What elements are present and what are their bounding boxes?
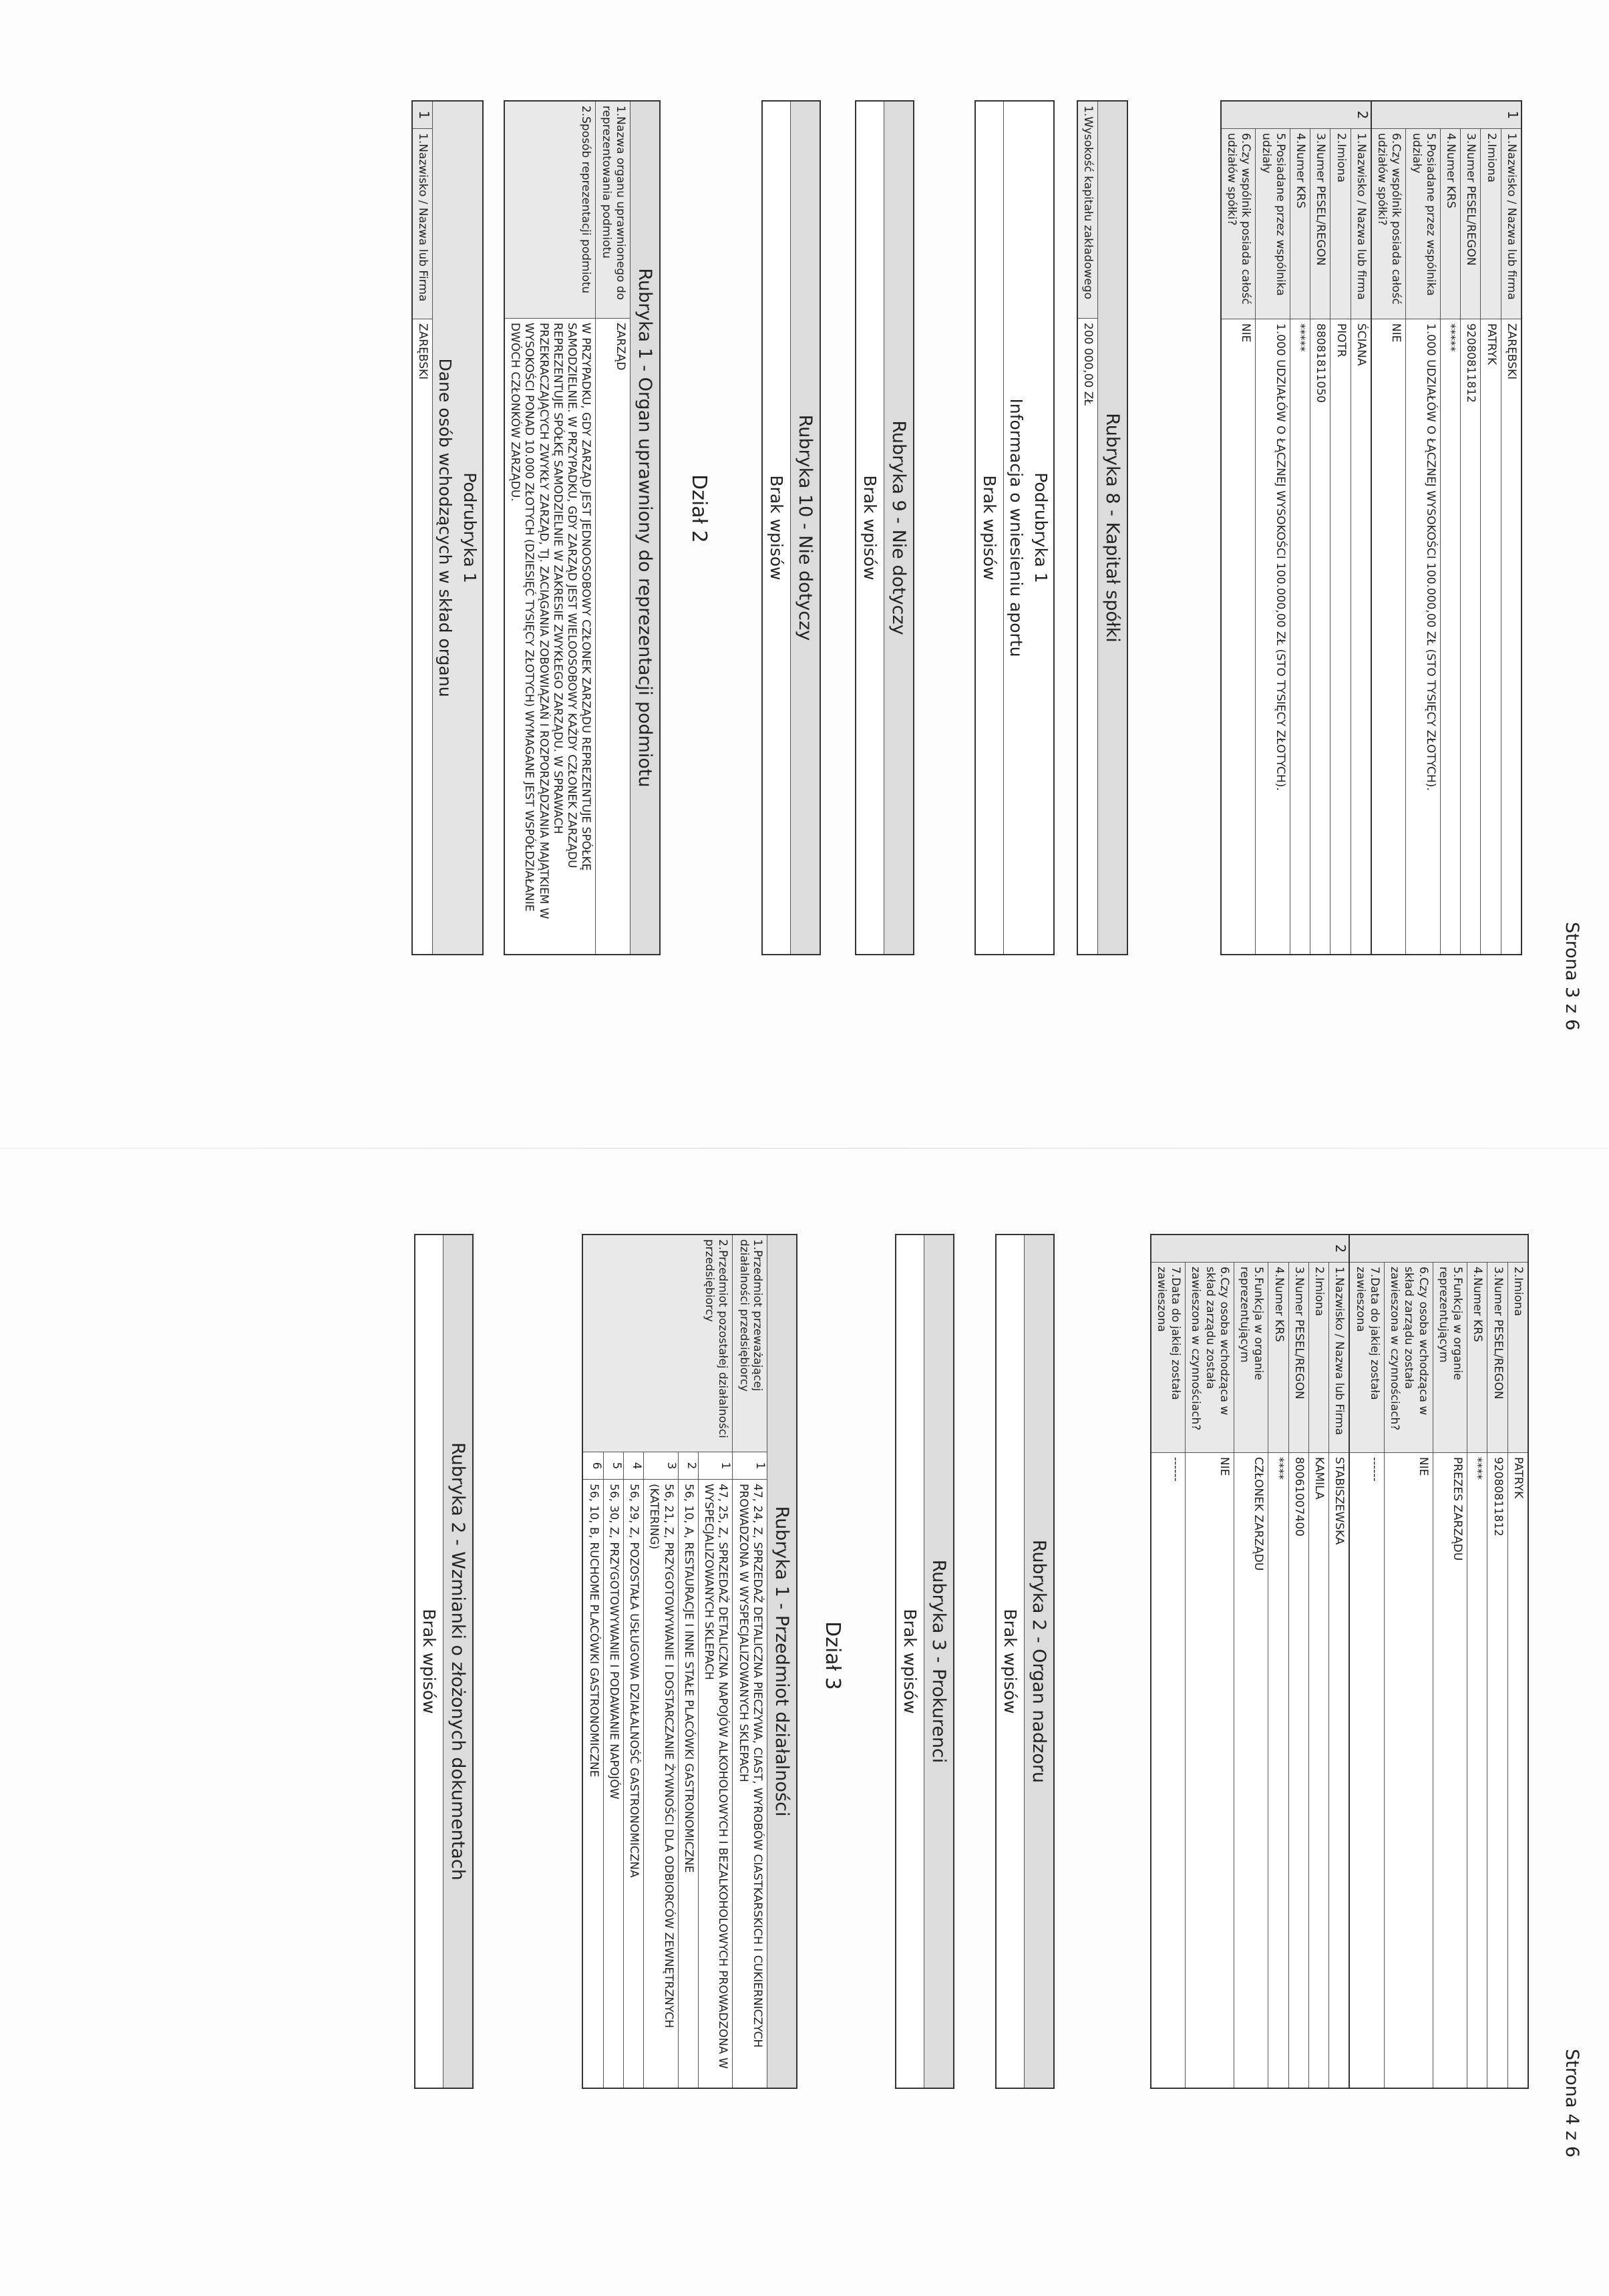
- member-group: [1349, 1235, 1528, 2088]
- empty-note: Brak wpisów: [896, 1235, 924, 2088]
- page-number: Strona 3 z 6: [1562, 922, 1582, 1031]
- dzial-2-rubryka-1: [504, 100, 661, 955]
- table-row: 5 56, 30, Z, PRZYGOTOWYWANIE I PODAWANIE NAPOJÓW: [603, 1452, 623, 2088]
- section-title: Rubryka 2 - Wzmianki o złożonych dokumentach: [443, 1235, 472, 2088]
- member-group: [1151, 1235, 1349, 2088]
- rubryka-8-capital: [1077, 100, 1128, 955]
- section-title: Rubryka 9 - Nie dotyczy: [884, 102, 913, 954]
- rubryka-10: [761, 100, 821, 955]
- table-row: 6.Czy wspólnik posiada całość udziałów spółki? NIE: [1372, 129, 1406, 954]
- subsection-title: Podrubryka 1: [1031, 472, 1051, 583]
- table-row: 3.Numer PESEL/REGON 92080811812: [1460, 129, 1480, 954]
- member-index: [1351, 1235, 1528, 1263]
- table-row: 3 56, 21, Z, PRZYGOTOWYWANIE I DOSTARCZANIE ŻYWNOŚCI DLA ODBIORCÓW ZEWNĘTRZNYCH (KATERING): [643, 1452, 678, 2088]
- section-title: Rubryka 2 - Organ nadzoru: [1025, 1235, 1053, 2088]
- rubryka-2-supervisory-board: [995, 1234, 1055, 2089]
- subsection-subtitle: Dane osób wchodzących w skład organu: [433, 102, 458, 954]
- table-row: 4.Numer KRS *****: [1290, 129, 1310, 954]
- main-activity-label: 1.Przedmiot przeważającej działalności przedsiębiorcy: [733, 1235, 767, 1452]
- main-activity-group: [733, 1235, 768, 2088]
- page-number: Strona 4 z 6: [1562, 2049, 1582, 2158]
- table-row: 4.Numer KRS ****: [1268, 1263, 1288, 2088]
- dzial-3-rubryka-2-documents: [414, 1234, 474, 2089]
- table-row: 7.Data do jakiej została zawieszona ------: [1151, 1263, 1186, 2088]
- empty-note: Brak wpisów: [997, 1235, 1025, 2088]
- empty-note: Brak wpisów: [976, 102, 1004, 954]
- table-row: 5.Posiadane przez wspólnika udziały 1.000 UDZIAŁÓW O ŁĄCZNEJ WYSOKOŚCI 100.000,00 ZŁ (STO TYSIĘCY ZŁOTYCH).: [1406, 129, 1441, 954]
- dzial-3-title: Dział 3: [821, 1621, 844, 1690]
- table-row: 6.Czy osoba wchodząca w skład zarządu została zawieszona w czynnościach? NIE: [1384, 1263, 1433, 2088]
- shareholders-table: [1220, 100, 1522, 955]
- rubryka-3-proxies: [895, 1234, 954, 2089]
- table-row: 4.Numer KRS ****: [1467, 1263, 1487, 2088]
- dzial-3-rubryka-1-activities: [582, 1234, 798, 2089]
- table-row: 4 56, 29, Z, POZOSTAŁA USŁUGOWA DZIAŁALNOŚĆ GASTRONOMICZNA: [623, 1452, 643, 2088]
- table-row: 5.Funkcja w organie reprezentującym PREZES ZARZĄDU: [1433, 1263, 1467, 2088]
- table-row: 1.Nazwa organu uprawnionego do reprezentowania podmiotu ZARZĄD: [596, 102, 631, 954]
- subsection-subtitle: Informacja o wniesieniu aportu: [1007, 398, 1026, 657]
- other-activity-label: 2.Przedmiot pozostałej działalności przedsiębiorcy: [584, 1235, 733, 1452]
- table-row: 1 1.Nazwisko / Nazwa lub Firma ZARĘBSKI: [413, 102, 433, 954]
- member-index: 2: [1151, 1235, 1349, 1263]
- empty-note: Brak wpisów: [763, 102, 791, 954]
- table-row: 1.Nazwisko / Nazwa lub firma ZARĘBSKI: [1501, 129, 1521, 954]
- table-row: 5.Funkcja w organie reprezentującym CZŁONEK ZARZĄDU: [1234, 1263, 1268, 2088]
- table-row: 7.Data do jakiej została zawieszona ------: [1351, 1263, 1385, 2088]
- table-row: 6 56, 10, B, RUCHOME PLACÓWKI GASTRONOMICZNE: [584, 1452, 603, 2088]
- shareholder-index: 2: [1222, 102, 1371, 129]
- table-row: 1.Nazwisko / Nazwa lub Firma STABISZEWSKA: [1328, 1263, 1349, 2088]
- empty-note: Brak wpisów: [415, 1235, 443, 2088]
- empty-note: Brak wpisów: [856, 102, 884, 954]
- table-row: 1.Wysokość kapitału zakładowego 200 000,00 ZŁ: [1078, 102, 1098, 954]
- table-row: 2 56, 10, A, RESTAURACJE I INNE STAŁE PLACÓWKI GASTRONOMICZNE: [678, 1452, 698, 2088]
- section-title: Rubryka 3 - Prokurenci: [924, 1235, 953, 2088]
- page-3: [0, 0, 1609, 1136]
- subsection-title: Podrubryka 1: [458, 102, 482, 954]
- section-title: Rubryka 1 - Przedmiot działalności: [767, 1235, 796, 2088]
- table-row: 2.Imiona PIOTR: [1330, 129, 1351, 954]
- board-members-table: [1150, 1234, 1529, 2089]
- page-4: [0, 1160, 1609, 2296]
- table-row: 1.Nazwisko / Nazwa lub firma ŚCIANA: [1351, 129, 1371, 954]
- table-row: 3.Numer PESEL/REGON 88081811050: [1310, 129, 1330, 954]
- section-title: Rubryka 10 - Nie dotyczy: [791, 102, 820, 954]
- shareholder-group: [1222, 102, 1371, 954]
- dzial-2-title: Dział 2: [687, 474, 711, 543]
- podrubryka-aport: [974, 100, 1055, 955]
- table-row: 1 47, 25, Z, SPRZEDAŻ DETALICZNA NAPOJÓW ALKOHOLOWYCH I BEZALKOHOLOWYCH PROWADZONA W WYSPECJALIZOWANYCH SKLEPACH: [698, 1452, 733, 2088]
- table-row: 2.Imiona KAMILA: [1308, 1263, 1328, 2088]
- section-title: Rubryka 1 - Organ uprawniony do reprezentacji podmiotu: [631, 102, 659, 954]
- table-row: 6.Czy osoba wchodząca w skład zarządu została zawieszona w czynnościach? NIE: [1185, 1263, 1234, 2088]
- other-activity-group: [584, 1235, 733, 2088]
- rubryka-9: [855, 100, 914, 955]
- table-row: 1 47, 24, Z, SPRZEDAŻ DETALICZNA PIECZYWA, CIAST, WYROBÓW CIASTKARSKICH I CUKIERNICZYCH PROWADZONA W WYSPECJALIZOWANYCH SKLEPACH: [733, 1452, 767, 2088]
- table-row: 4.Numer KRS *****: [1440, 129, 1460, 954]
- table-row: 2.Imiona PATRYK: [1481, 129, 1501, 954]
- shareholder-group: [1371, 102, 1521, 954]
- shareholder-index: 1: [1372, 102, 1521, 129]
- table-row: 5.Posiadane przez wspólnika udziały 1.000 UDZIAŁÓW O ŁĄCZNEJ WYSOKOŚCI 100.000,00 ZŁ (STO TYSIĘCY ZŁOTYCH).: [1256, 129, 1290, 954]
- table-row: 2.Sposób reprezentacji podmiotu W PRZYPADKU, GDY ZARZĄD JEST JEDNOOSOBOWY CZŁONEK ZARZĄDU REPREZENTUJE SPÓŁKĘ SAMODZIELNIE. W PRZYPADKU, GDY ZARZĄD JEST WIELOOSOBOWY KAŻDY CZŁONEK ZARZĄDU REPREZENTUJE SPÓŁKĘ SAMODZIELNIE W ZAKRESIE ZWYKŁEGO ZARZĄDU. W SPRAWACH PRZEKRACZAJĄCYCH ZWYKŁY ZARZĄD, TJ. ZACIĄGANIA ZOBOWIĄZAŃ I ROZPORZĄDZANIA MAJĄTKIEM W WYSOKOŚCI PONAD 10.000 ZŁOTYCH (DZIESIĘĆ TYSIĘCY ZŁOTYCH) WYMAGANE JEST WSPÓŁDZIAŁANIE DWÓCH CZŁONKÓW ZARZĄDU.: [505, 102, 596, 954]
- table-row: 3.Numer PESEL/REGON 92080811812: [1487, 1263, 1507, 2088]
- table-row: 3.Numer PESEL/REGON 80061007400: [1288, 1263, 1308, 2088]
- dzial-2-podrubryka-1: [411, 100, 484, 955]
- table-row: 6.Czy wspólnik posiada całość udziałów spółki? NIE: [1222, 129, 1256, 954]
- table-row: 2.Imiona PATRYK: [1507, 1263, 1528, 2088]
- section-title: Rubryka 8 - Kapitał spółki: [1098, 102, 1127, 954]
- page-fold-divider: [0, 1148, 1609, 1149]
